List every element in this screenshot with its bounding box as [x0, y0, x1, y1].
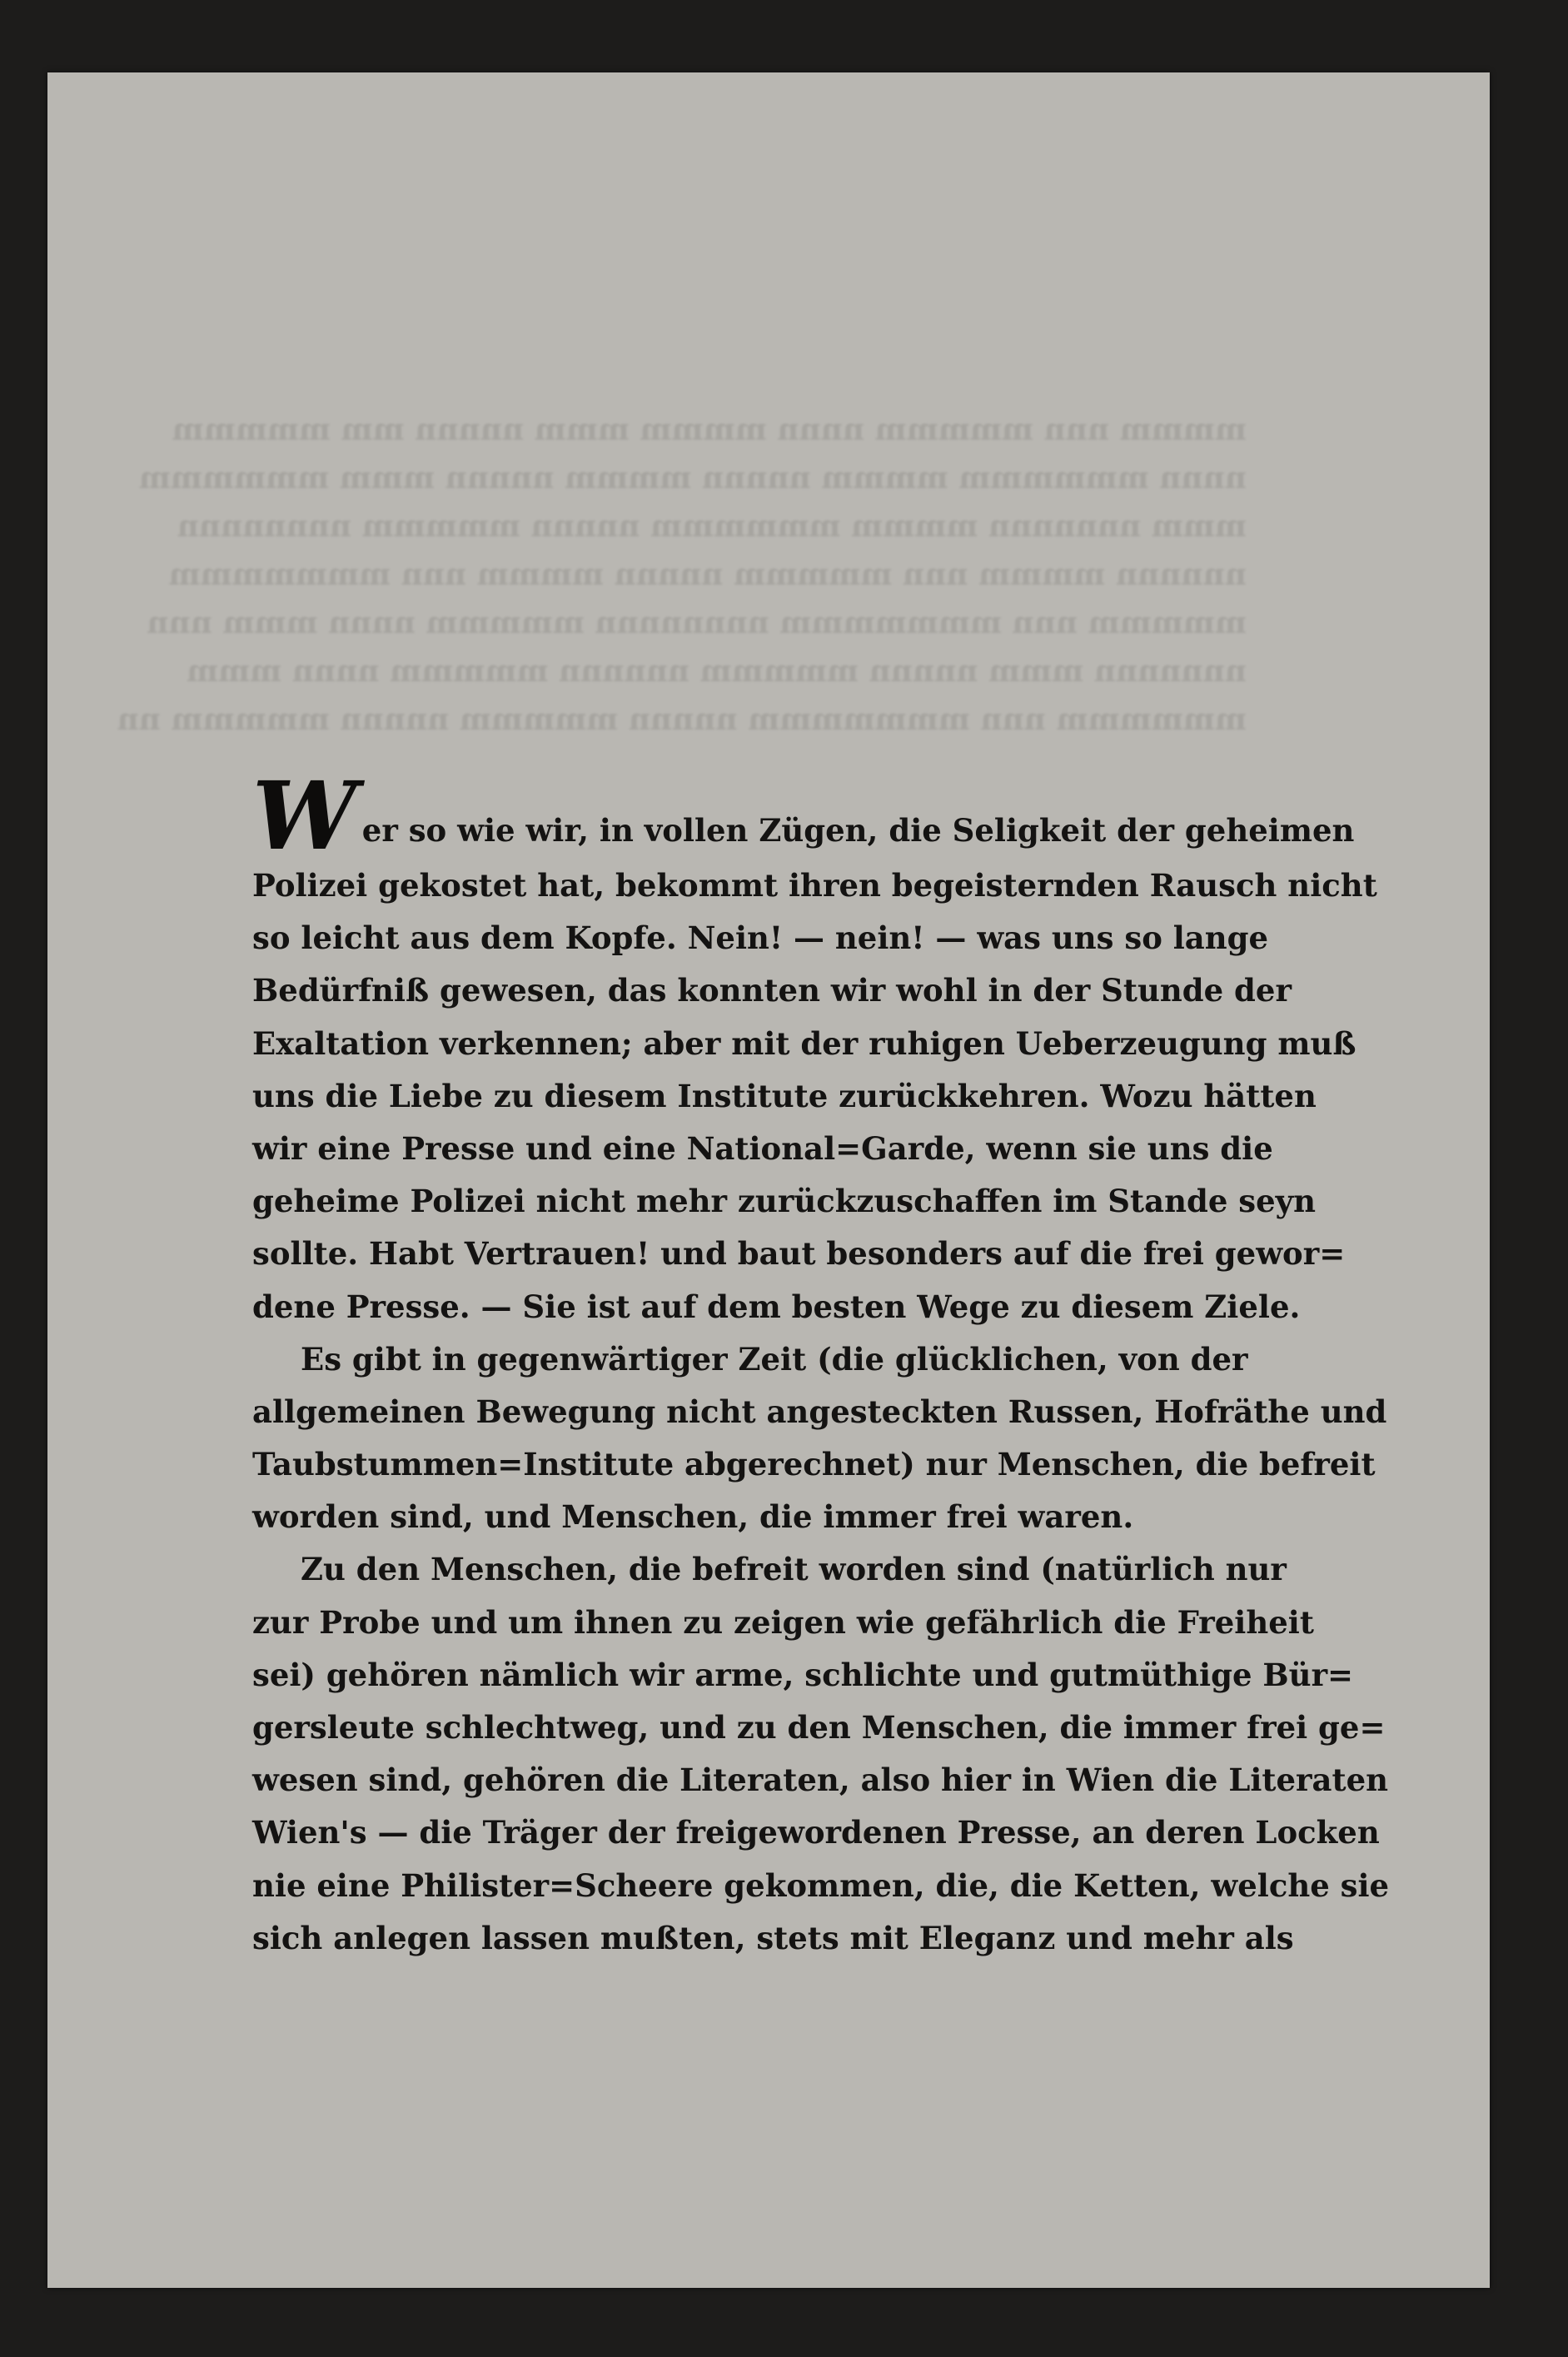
text-line: allgemeinen Bewegung nicht angesteckten Russen, Hofräthe und: [252, 1393, 1387, 1430]
text-line: Exaltation verkennen; aber mit der ruhigen Ueberzeugung muß: [252, 1024, 1356, 1062]
text-line: dene Presse. — Sie ist auf dem besten Wege zu diesem Ziele.: [252, 1288, 1301, 1325]
text-line: wir eine Presse und eine National=Garde, wenn sie uns die: [252, 1129, 1273, 1167]
first-line: [252, 762, 1355, 871]
body-text: [252, 762, 1390, 1965]
text-line: gersleute schlechtweg, und zu den Menschen, die immer frei ge=: [252, 1709, 1386, 1746]
show-through-text: mmmm nnn mmmmm nnnn mmmm mmm nnnnn mm mmmmm nnnn mmmmmm mmmm nnnnn mmmm nnnnn mmm mmmmmm mmm nnnnnnn mmmm mmmmmm nnnnn mmmmm nnnnnnnn nnnnnn mmmm nnn mmmmm nnnnn mmmm nnn mmmmmmm mmmmm nnn mmmmmmm nnnnnnnn mmmmm nnnn mmm nnn nnnnnnn mmm nnnnn mmmmm nnnnnn mmmmm nnnn mmm mmmmmm nnn mmmmmmm nnnnn mmmmm nnnnn mmmmm nn: [117, 412, 1247, 737]
text-line: sollte. Habt Vertrauen! und baut besonders auf die frei gewor=: [252, 1235, 1346, 1273]
drop-cap-initial: W: [252, 762, 357, 871]
text-line: Taubstummen=Institute abgerechnet) nur Menschen, die befreit: [252, 1446, 1376, 1483]
text-line: Bedürfniß gewesen, das konnten wir wohl in der Stunde der: [252, 972, 1292, 1009]
text-line: sich anlegen lassen mußten, stets mit Eleganz und mehr als: [252, 1919, 1294, 1956]
text-line: worden sind, und Menschen, die immer frei waren.: [252, 1498, 1134, 1536]
text-line: Zu den Menschen, die befreit worden sind (natürlich nur: [301, 1551, 1287, 1588]
text-line: zur Probe und um ihnen zu zeigen wie gefährlich die Freiheit: [252, 1603, 1314, 1641]
paper-page: [47, 72, 1490, 2288]
text-line: Wien's — die Träger der freigewordenen Presse, an deren Locken: [252, 1814, 1380, 1851]
text-line: sei) gehören nämlich wir arme, schlichte und gutmüthige Bür=: [252, 1656, 1354, 1693]
text-line: geheime Polizei nicht mehr zurückzuschaffen im Stande seyn: [252, 1183, 1317, 1220]
first-line-text: er so wie wir, in vollen Zügen, die Seligkeit der geheimen: [361, 812, 1355, 849]
text-line: Polizei gekostet hat, bekommt ihren begeisternden Rausch nicht: [252, 867, 1377, 904]
text-line: Es gibt in gegenwärtiger Zeit (die glücklichen, von der: [301, 1340, 1248, 1378]
text-line: wesen sind, gehören die Literaten, also hier in Wien die Literaten: [252, 1762, 1389, 1799]
text-line: so leicht aus dem Kopfe. Nein! — nein! — was uns so lange: [252, 919, 1269, 957]
text-line: nie eine Philister=Scheere gekommen, die, die Ketten, welche sie: [252, 1866, 1390, 1904]
text-line: uns die Liebe zu diesem Institute zurückkehren. Wozu hätten: [252, 1077, 1317, 1114]
